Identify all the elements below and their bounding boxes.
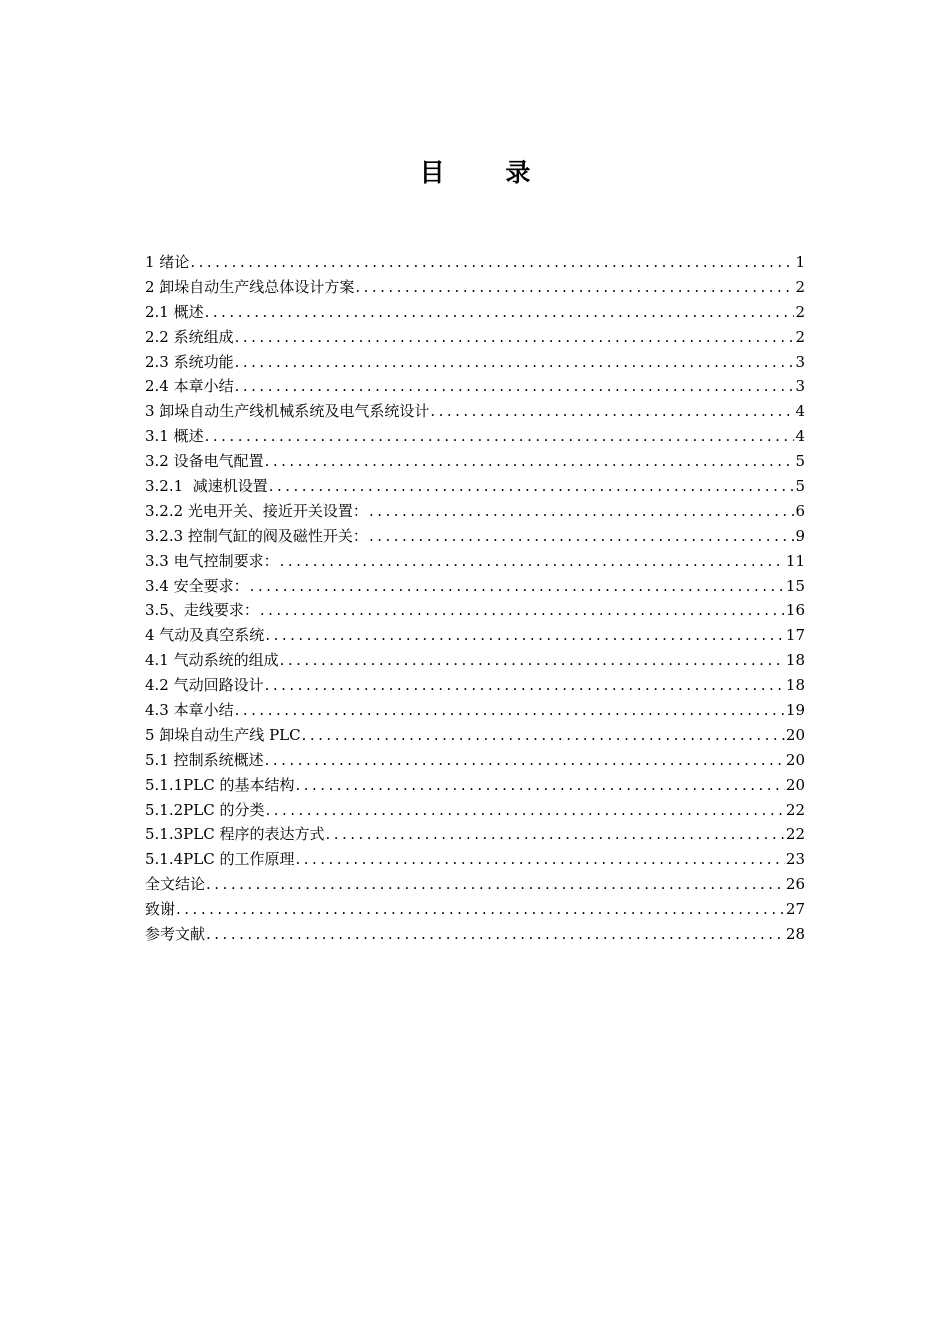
toc-dot-leader [280, 549, 785, 574]
toc-entry[interactable] [145, 474, 805, 499]
toc-entry-label: 致谢 [145, 900, 176, 919]
toc-dot-leader [369, 499, 795, 524]
toc-entry-label: 5.1.3PLC 程序的表达方式 [145, 825, 325, 844]
toc-entry[interactable] [145, 748, 805, 773]
toc-dot-leader [205, 300, 795, 325]
toc-entry[interactable] [145, 723, 805, 748]
toc-dot-leader [369, 524, 795, 549]
toc-entry[interactable] [145, 698, 805, 723]
toc-page-number: 9 [795, 526, 805, 545]
toc-dot-leader [265, 623, 785, 648]
toc-page-number: 18 [785, 651, 805, 670]
toc-page-number: 20 [785, 750, 805, 769]
toc-page-number: 26 [785, 875, 805, 894]
toc-entry[interactable] [145, 350, 805, 375]
toc-page-number: 23 [785, 850, 805, 869]
toc-entry-label: 4.3 本章小结 [145, 701, 234, 720]
toc-entry-label: 2.4 本章小结 [145, 377, 234, 396]
toc-entry-label: 3.3 电气控制要求： [145, 551, 279, 570]
toc-dot-leader [295, 847, 784, 872]
toc-dot-leader [265, 748, 785, 773]
toc-dot-leader [190, 250, 794, 275]
toc-page-number: 22 [785, 800, 805, 819]
toc-page-number: 18 [785, 676, 805, 695]
toc-entry-label: 3 卸垛自动生产线机械系统及电气系统设计 [145, 402, 430, 421]
toc-entry[interactable] [145, 922, 805, 947]
toc-page-number: 4 [795, 427, 805, 446]
toc-page-number: 2 [795, 277, 805, 296]
toc-entry-label: 2.1 概述 [145, 302, 204, 321]
toc-dot-leader [260, 598, 785, 623]
toc-page-number: 3 [795, 377, 805, 396]
toc-entry-label: 3.2.3 控制气缸的阀及磁性开关： [145, 526, 368, 545]
toc-page-number: 17 [785, 626, 805, 645]
toc-entry-label: 2 卸垛自动生产线总体设计方案 [145, 277, 355, 296]
toc-dot-leader [355, 275, 794, 300]
toc-entry-label: 4.2 气动回路设计 [145, 676, 264, 695]
toc-entry[interactable] [145, 399, 805, 424]
page-title: 目 录 [419, 158, 557, 187]
table-of-contents [145, 250, 805, 947]
toc-entry[interactable] [145, 598, 805, 623]
toc-dot-leader [302, 723, 785, 748]
toc-page-number: 19 [785, 701, 805, 720]
toc-entry[interactable] [145, 300, 805, 325]
toc-dot-leader [430, 399, 794, 424]
toc-entry-label: 3.2.1 减速机设置 [145, 477, 268, 496]
toc-page-number: 5 [795, 477, 805, 496]
toc-page-number: 4 [795, 402, 805, 421]
toc-entry-label: 3.5、走线要求： [145, 601, 259, 620]
toc-page-number: 2 [795, 327, 805, 346]
toc-dot-leader [235, 325, 795, 350]
toc-entry-label: 5 卸垛自动生产线 PLC [145, 725, 301, 744]
toc-entry-label: 3.4 安全要求： [145, 576, 249, 595]
toc-dot-leader [269, 474, 795, 499]
toc-entry-label: 3.2.2 光电开关、接近开关设置： [145, 501, 368, 520]
toc-entry-label: 1 绪论 [145, 253, 190, 271]
toc-entry[interactable] [145, 574, 805, 599]
toc-dot-leader [235, 698, 785, 723]
toc-page-number: 11 [785, 551, 805, 570]
toc-dot-leader [176, 897, 785, 922]
toc-entry-label: 5.1.2PLC 的分类 [145, 800, 265, 819]
toc-entry[interactable] [145, 524, 805, 549]
toc-entry[interactable] [145, 325, 805, 350]
toc-dot-leader [205, 424, 795, 449]
toc-page-number: 2 [795, 302, 805, 321]
toc-entry[interactable] [145, 798, 805, 823]
toc-entry[interactable] [145, 648, 805, 673]
toc-entry-label: 全文结论 [145, 875, 206, 894]
toc-entry[interactable] [145, 549, 805, 574]
toc-entry[interactable] [145, 449, 805, 474]
toc-dot-leader [265, 673, 785, 698]
toc-dot-leader [250, 574, 785, 599]
toc-page-number: 22 [785, 825, 805, 844]
toc-entry-label: 2.2 系统组成 [145, 327, 234, 346]
toc-entry[interactable] [145, 623, 805, 648]
toc-dot-leader [265, 449, 795, 474]
toc-dot-leader [325, 822, 784, 847]
toc-entry[interactable] [145, 374, 805, 399]
toc-entry[interactable] [145, 275, 805, 300]
toc-entry-label: 5.1.1PLC 的基本结构 [145, 775, 295, 794]
toc-page-number: 6 [795, 501, 805, 520]
toc-page-number: 20 [785, 775, 805, 794]
toc-entry[interactable] [145, 250, 805, 275]
toc-entry[interactable] [145, 822, 805, 847]
toc-entry-label: 5.1 控制系统概述 [145, 750, 264, 769]
toc-page-number: 20 [785, 725, 805, 744]
toc-dot-leader [280, 648, 785, 673]
toc-entry-label: 3.1 概述 [145, 427, 204, 446]
toc-page-number: 15 [785, 576, 805, 595]
toc-entry[interactable] [145, 847, 805, 872]
toc-entry[interactable] [145, 499, 805, 524]
toc-entry[interactable] [145, 872, 805, 897]
toc-entry[interactable] [145, 773, 805, 798]
toc-page-number: 16 [785, 601, 805, 620]
toc-entry-label: 3.2 设备电气配置 [145, 452, 264, 471]
toc-page-number: 27 [785, 900, 805, 919]
toc-entry[interactable] [145, 673, 805, 698]
toc-entry-label: 5.1.4PLC 的工作原理 [145, 850, 295, 869]
toc-page-number: 3 [795, 352, 805, 371]
toc-dot-leader [235, 374, 795, 399]
toc-page-number: 5 [795, 452, 805, 471]
toc-dot-leader [295, 773, 784, 798]
toc-entry[interactable] [145, 424, 805, 449]
toc-entry-label: 4 气动及真空系统 [145, 626, 265, 645]
toc-dot-leader [206, 922, 785, 947]
toc-dot-leader [235, 350, 795, 375]
toc-page-number: 28 [785, 925, 805, 944]
toc-entry-label: 4.1 气动系统的组成 [145, 651, 279, 670]
toc-dot-leader [265, 798, 784, 823]
toc-entry-label: 参考文献 [145, 925, 206, 944]
toc-entry[interactable] [145, 897, 805, 922]
toc-entry-label: 2.3 系统功能 [145, 352, 234, 371]
toc-page-number: 1 [795, 253, 805, 271]
toc-dot-leader [206, 872, 785, 897]
